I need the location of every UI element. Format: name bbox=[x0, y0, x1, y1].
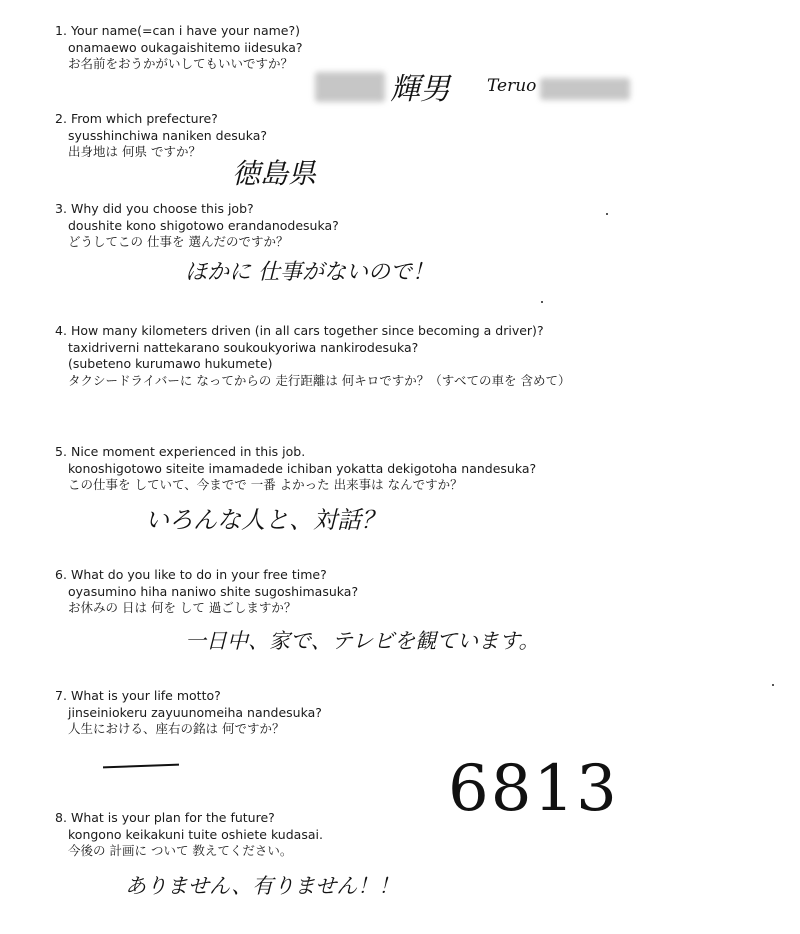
question-japanese: 今後の 計画に ついて 教えてください。 bbox=[68, 843, 293, 858]
question-english: What is your life motto? bbox=[70, 688, 221, 703]
question-number: 4. bbox=[55, 323, 67, 338]
answer-7-dash bbox=[103, 764, 179, 769]
question-japanese: お名前をおうかがいしてもいいですか？ bbox=[68, 56, 294, 71]
answer-8: ありません、有りません！！ bbox=[125, 874, 400, 898]
scan-speck bbox=[541, 301, 543, 303]
question-1 bbox=[55, 23, 303, 73]
question-japanese: お休みの 日は 何を して 過ごしますか？ bbox=[68, 600, 297, 615]
answer-1-name-kanji: 輝男 bbox=[390, 72, 450, 107]
question-6 bbox=[55, 567, 358, 617]
question-english: What is your plan for the future? bbox=[70, 810, 275, 825]
question-japanese: タクシードライバーに なってからの 走行距離は 何キロですか？（すべての車を 含めて） bbox=[68, 372, 571, 388]
redacted-romaji-surname bbox=[540, 78, 630, 100]
question-5 bbox=[55, 444, 536, 494]
question-romaji: onamaewo oukagaishitemo iidesuka? bbox=[68, 39, 303, 55]
answer-1-name-romaji: Teruo bbox=[487, 76, 537, 96]
scan-speck bbox=[772, 684, 774, 686]
margin-note-number: 6813 bbox=[448, 752, 619, 826]
question-english: How many kilometers driven (in all cars together since becoming a driver)? bbox=[70, 323, 544, 338]
redacted-surname bbox=[315, 72, 385, 102]
question-japanese: 人生における、座右の銘は 何ですか？ bbox=[68, 721, 285, 736]
question-7 bbox=[55, 688, 322, 738]
question-romaji-note: (subeteno kurumawo hukumete) bbox=[68, 356, 273, 371]
question-number: 6. bbox=[55, 567, 67, 582]
question-japanese: 出身地は 何県 ですか？ bbox=[68, 144, 201, 159]
answer-2: 徳島県 bbox=[232, 157, 317, 190]
question-english: What do you like to do in your free time? bbox=[70, 567, 327, 582]
question-number: 8. bbox=[55, 810, 67, 825]
question-english: From which prefecture? bbox=[70, 111, 218, 126]
question-number: 5. bbox=[55, 444, 67, 459]
question-3 bbox=[55, 201, 339, 251]
question-english: Your name(=can i have your name?) bbox=[70, 23, 301, 38]
question-8 bbox=[55, 810, 323, 860]
question-japanese: この仕事を していて、今までで 一番 よかった 出来事は なんですか？ bbox=[68, 477, 463, 492]
question-number: 3. bbox=[55, 201, 67, 216]
question-romaji: syusshinchiwa naniken desuka? bbox=[68, 127, 268, 143]
answer-6: 一日中、家で、テレビを観ています。 bbox=[185, 629, 540, 653]
answer-3: ほかに 仕事がないので！ bbox=[185, 260, 434, 285]
question-number: 7. bbox=[55, 688, 67, 703]
question-english: Nice moment experienced in this job. bbox=[70, 444, 306, 459]
question-romaji: jinseiniokeru zayuunomeiha nandesuka? bbox=[68, 704, 322, 720]
question-romaji: kongono keikakuni tuite oshiete kudasai. bbox=[68, 826, 323, 842]
answer-5: いろんな人と、対話？ bbox=[145, 506, 385, 534]
question-number: 1. bbox=[55, 23, 67, 38]
question-4 bbox=[55, 323, 571, 389]
question-romaji: oyasumino hiha naniwo shite sugoshimasuka? bbox=[68, 583, 359, 599]
question-english: Why did you choose this job? bbox=[70, 201, 254, 216]
question-number: 2. bbox=[55, 111, 67, 126]
question-romaji: doushite kono shigotowo erandanodesuka? bbox=[68, 217, 339, 233]
question-romaji: konoshigotowo siteite imamadede ichiban yokatta dekigotoha nandesuka? bbox=[68, 460, 537, 476]
scan-speck bbox=[606, 213, 608, 215]
question-romaji: taxidriverni nattekarano soukoukyoriwa nankirodesuka? bbox=[68, 339, 419, 355]
question-japanese: どうしてこの 仕事を 選んだのですか？ bbox=[68, 234, 289, 249]
